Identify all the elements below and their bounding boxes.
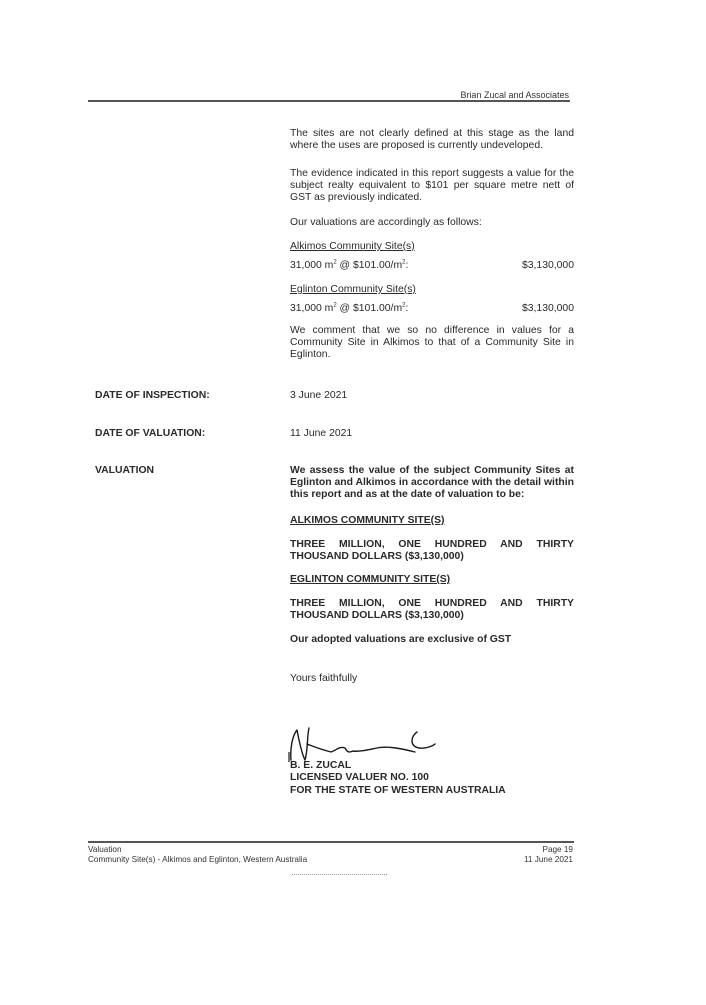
alkimos-amount: $3,130,000	[521, 260, 574, 271]
inspection-label: DATE OF INSPECTION:	[95, 390, 210, 401]
eglinton-calc-row: 31,000 $m^2$ @ $\$101.00/m^2$: $3,130,000	[290, 302, 574, 314]
eglinton-site-title: Eglinton Community Site(s)	[290, 284, 416, 295]
eglinton-amount: $3,130,000	[521, 303, 574, 314]
alkimos-area: 31,000 m	[290, 260, 334, 271]
intro-paragraph-1: The sites are not clearly defined at this stage as the land where the uses are proposed is currently undeveloped.	[290, 128, 574, 151]
footer-page-number: Page 19	[542, 845, 573, 854]
alkimos-site-title: Alkimos Community Site(s)	[290, 241, 415, 252]
eglinton-suffix: :	[405, 303, 409, 314]
valuation-label: VALUATION	[95, 465, 155, 476]
valuation-date: 11 June 2021	[290, 428, 353, 439]
valuation-assessment: We assess the value of the subject Community Sites at Eglinton and Alkimos in accordance with the detail within this report and as at the date of valuation to be:	[290, 465, 574, 500]
comment-paragraph: We comment that we so no difference in values for a Community Site in Alkimos to that of a Community Site in Eglinton.	[290, 325, 574, 360]
salutation: Yours faithfully	[290, 673, 358, 684]
eglinton-value-words: THREE MILLION, ONE HUNDRED AND THIRTY THOUSAND DOLLARS ($3,130,000)	[290, 598, 574, 621]
alkimos-calc-row: 31,000 $m^2$ @ $\$101.00/m^2$: $3,130,000	[290, 259, 574, 271]
valuer-licence: LICENSED VALUER NO. 100	[290, 772, 429, 783]
footer-rule	[88, 841, 574, 843]
gst-note: Our adopted valuations are exclusive of GST	[290, 634, 512, 645]
alkimos-suffix: :	[405, 260, 409, 271]
eglinton-area: 31,000 m	[290, 303, 334, 314]
alkimos-rate: @ $101.00/m	[336, 260, 403, 271]
signature-image	[287, 722, 437, 764]
header-rule	[88, 100, 570, 102]
eglinton-heading: EGLINTON COMMUNITY SITE(S)	[290, 574, 451, 585]
footer-date: 11 June 2021	[523, 855, 573, 864]
intro-paragraph-3: Our valuations are accordingly as follows:	[290, 217, 482, 228]
header-firm-name: Brian Zucal and Associates	[460, 90, 569, 100]
intro-paragraph-2: The evidence indicated in this report suggests a value for the subject realty equivalent to $101 per square metre nett of GST as previously indicated.	[290, 168, 574, 203]
alkimos-heading: ALKIMOS COMMUNITY SITE(S)	[290, 515, 445, 526]
inspection-date: 3 June 2021	[290, 390, 348, 401]
alkimos-value-words: THREE MILLION, ONE HUNDRED AND THIRTY THOUSAND DOLLARS ($3,130,000)	[290, 539, 574, 562]
footer-doc-type: Valuation	[88, 845, 122, 854]
scan-artifact	[292, 874, 387, 875]
footer-subject: Community Site(s) - Alkimos and Eglinton, Western Australia	[88, 855, 308, 864]
eglinton-rate: @ $101.00/m	[336, 303, 403, 314]
footer-right	[524, 845, 573, 865]
valuation-date-label: DATE OF VALUATION:	[95, 428, 206, 439]
footer-left	[88, 845, 307, 865]
valuer-state: FOR THE STATE OF WESTERN AUSTRALIA	[290, 785, 506, 796]
valuer-name: B. E. ZUCAL	[290, 760, 352, 771]
